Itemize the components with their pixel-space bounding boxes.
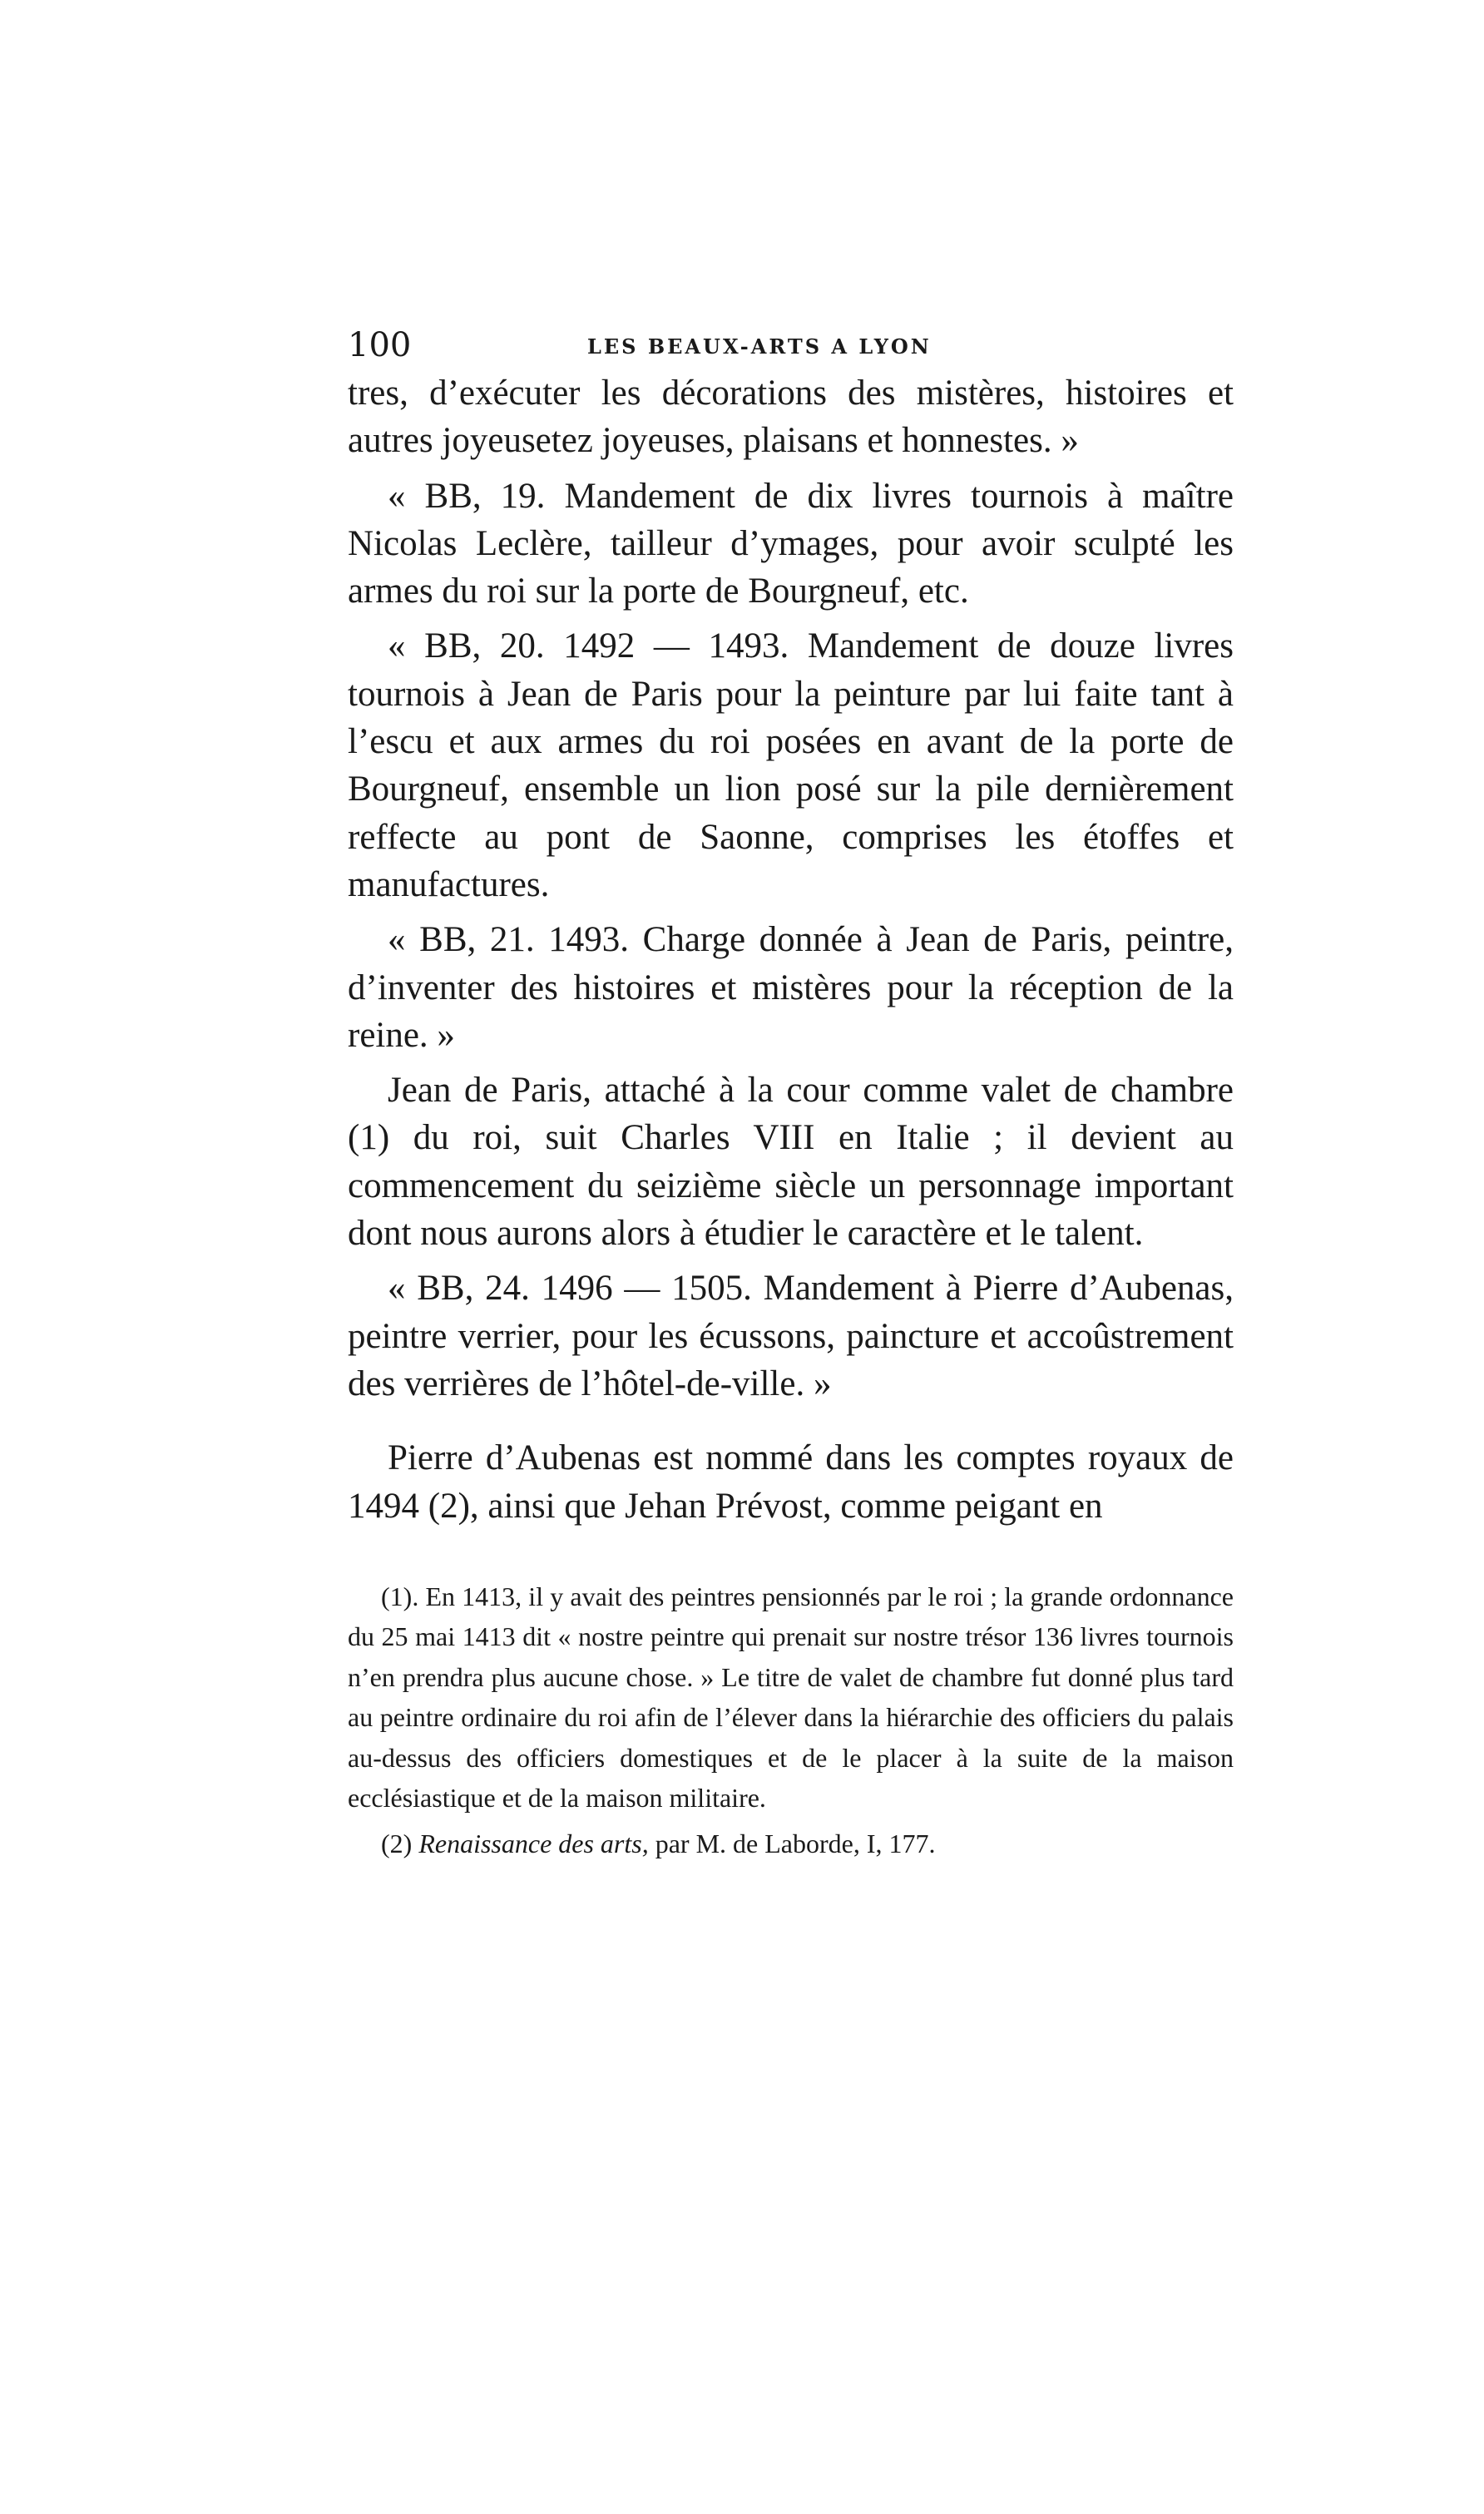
- paragraph-bb-24: « BB, 24. 1496 — 1505. Mandement à Pierre d’Aubenas, peintre verrier, pour les écussons, paincture et accoûstrement des verrières de l’hôtel-de-ville. »: [348, 1269, 1234, 1403]
- paragraph-bb-21: « BB, 21. 1493. Charge donnée à Jean de Paris, peintre, d’inventer des histoires et mistères pour la réception de la reine. »: [348, 920, 1234, 1055]
- book-page: [348, 323, 1234, 1863]
- main-text: [348, 369, 1234, 1530]
- footnotes: [348, 1576, 1234, 1864]
- running-head: [348, 323, 1234, 369]
- footnote-2: [348, 1824, 1234, 1864]
- paragraph-jean-de-paris: Jean de Paris, attaché à la cour comme valet de chambre (1) du roi, suit Charles VIII en Italie ; il devient au commencement du seizième siècle un personnage important dont nous aurons alors à étudier le caractère et le talent.: [348, 1071, 1234, 1254]
- footnote-2-citation: par M. de Laborde, I, 177.: [655, 1828, 936, 1858]
- paragraph-bb-19: « BB, 19. Mandement de dix livres tournois à maître Nicolas Leclère, tailleur d’ymages, pour avoir sculpté les armes du roi sur la porte de Bourgneuf, etc.: [348, 476, 1234, 611]
- paragraph-continuation: tres, d’exécuter les décorations des mistères, histoires et autres joyeusetez joyeuses, plaisans et honnestes. »: [348, 374, 1234, 461]
- page-number: 100: [348, 326, 412, 364]
- footnote-2-ref: (2): [381, 1828, 413, 1858]
- running-title: LES BEAUX-ARTS A LYON: [587, 334, 932, 359]
- paragraph-pierre-daubenas: Pierre d’Aubenas est nommé dans les comptes royaux de 1494 (2), ainsi que Jehan Prévost, comme peigant en: [348, 1438, 1234, 1526]
- footnote-1: (1). En 1413, il y avait des peintres pensionnés par le roi ; la grande ordonnance du 25 mai 1413 dit « nostre peintre qui prenait sur nostre trésor 136 livres tournois n’en prendra plus aucune chose. » Le titre de valet de chambre fut donné plus tard au peintre ordinaire du roi afin de l’élever dans la hiérarchie des officiers du palais au-dessus des officiers domestiques et de le placer à la suite de la maison ecclésiastique et de la maison militaire.: [348, 1581, 1234, 1814]
- footnote-2-title: Renaissance des arts,: [418, 1828, 649, 1858]
- paragraph-bb-20: « BB, 20. 1492 — 1493. Mandement de douze livres tournois à Jean de Paris pour la peinture par lui faite tant à l’escu et aux armes du roi posées en avant de la porte de Bourgneuf, ensemble un lion posé sur la pile dernièrement reffecte au pont de Saonne, comprises les étoffes et manufactures.: [348, 626, 1234, 904]
